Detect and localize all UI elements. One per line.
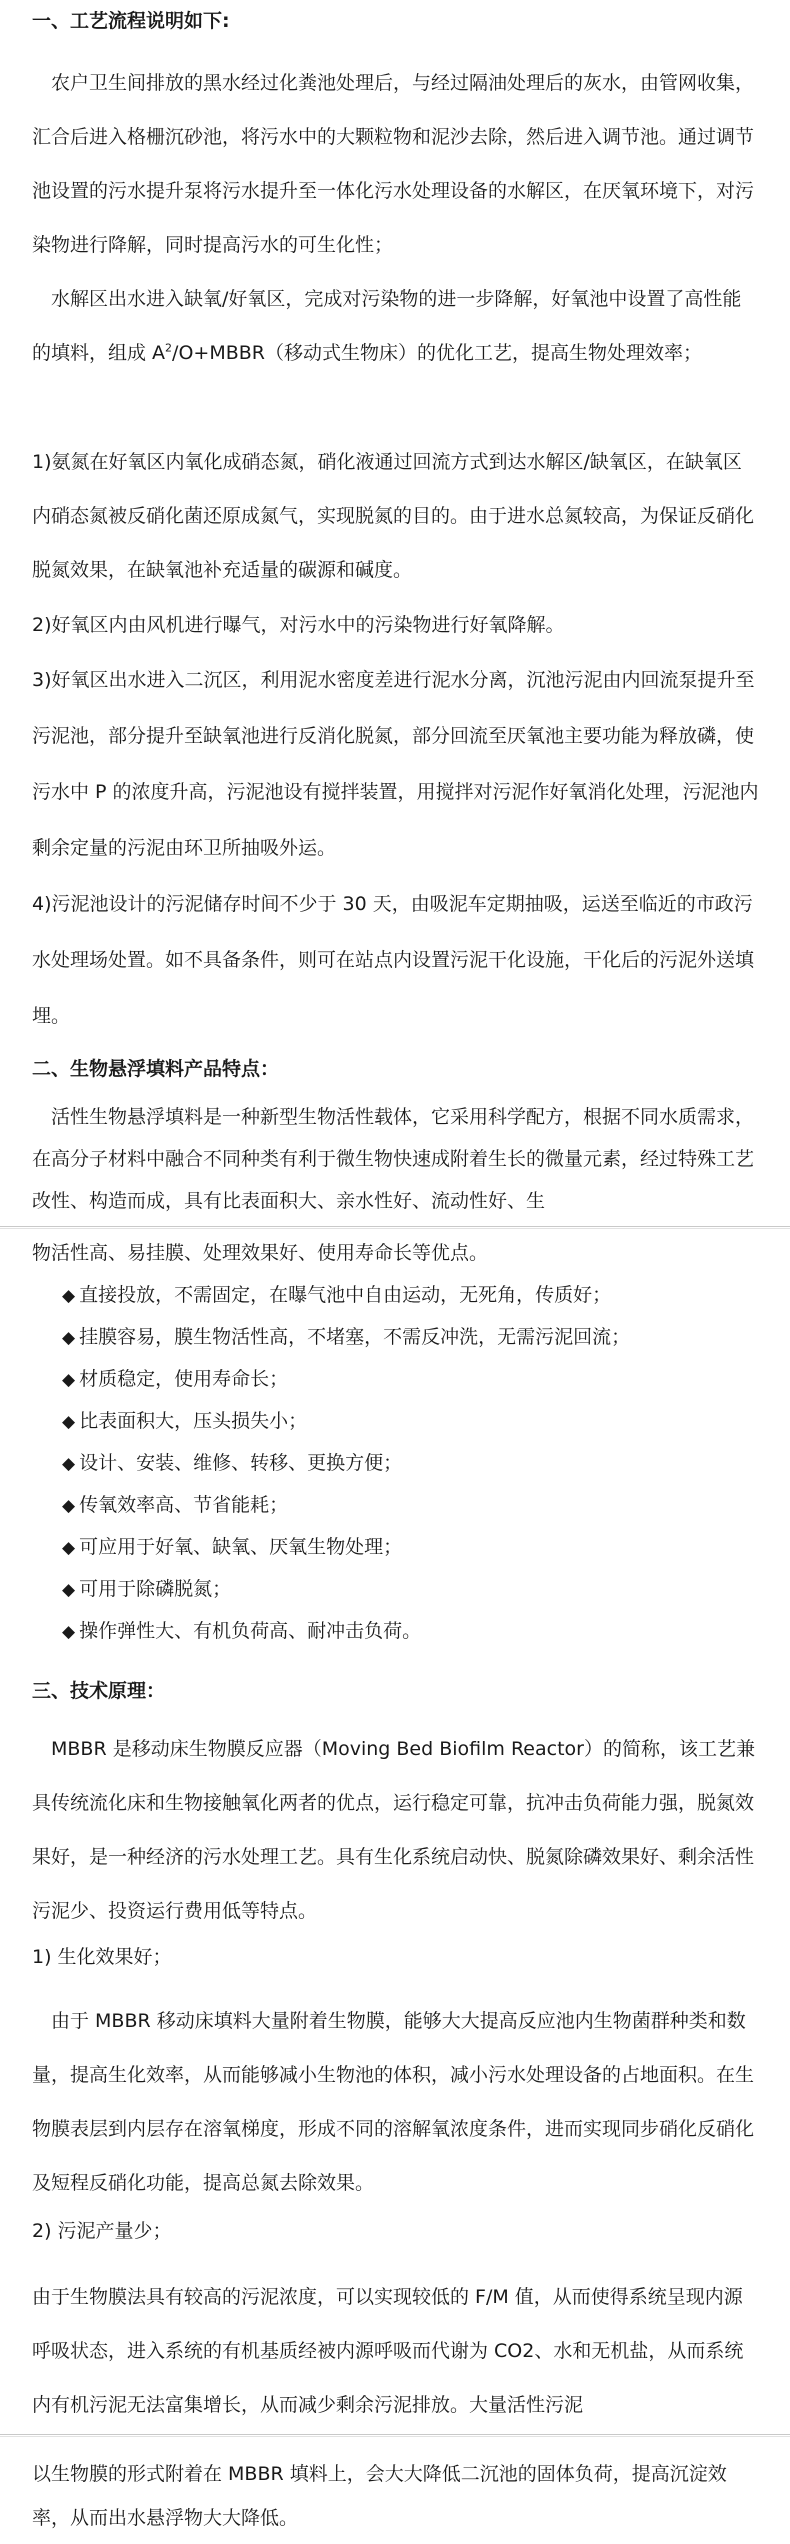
bullet-text: 设计、安装、维修、转移、更换方便； (79, 1452, 403, 1474)
feature-bullet-5 (62, 1448, 402, 1479)
diamond-bullet-icon: ◆ (62, 1328, 76, 1348)
page-break-divider (0, 1226, 790, 1229)
page-break-divider (0, 2434, 790, 2437)
feature-bullet-2 (62, 1322, 630, 1353)
paragraph-text: 水解区出水进入缺氧/好氧区，完成对污染物的进一步降解，好氧池中设置了高性能的填料，组成 A (32, 288, 742, 364)
section1-title: 一、工艺流程说明如下: (32, 10, 230, 32)
bullet-text: 材质稳定，使用寿命长； (79, 1368, 289, 1390)
section1-item-3: 3)好氧区出水进入二沉区，利用泥水密度差进行泥水分离，沉池污泥由内回流泵提升至污泥池，部分提升至缺氧池进行反消化脱氮，部分回流至厌氧池主要功能为释放磷，使污水中 P 的浓度升高，污泥池设有搅拌装置，用搅拌对污泥作好氧消化处理，污泥池内剩余定量的污泥由环卫所抽吸外运。 (32, 669, 759, 859)
bullet-text: 操作弹性大、有机负荷高、耐冲击负荷。 (79, 1620, 422, 1642)
bullet-text: 可用于除磷脱氮； (79, 1578, 232, 1600)
diamond-bullet-icon: ◆ (62, 1622, 76, 1642)
feature-bullet-9 (62, 1616, 421, 1647)
section3-paragraph-3: 由于生物膜法具有较高的污泥浓度，可以实现较低的 F/M 值，从而使得系统呈现内源呼吸状态，进入系统的有机基质经被内源呼吸而代谢为 CO2、水和无机盐，从而系统内有机污泥无法富集增长，从而减少剩余污泥排放。大量活性污泥 (32, 2286, 744, 2416)
diamond-bullet-icon: ◆ (62, 1580, 76, 1600)
paragraph-text: /O+MBBR（移动式生物床）的优化工艺，提高生物处理效率； (172, 342, 702, 364)
diamond-bullet-icon: ◆ (62, 1496, 76, 1516)
diamond-bullet-icon: ◆ (62, 1454, 76, 1474)
feature-bullet-3 (62, 1364, 288, 1395)
section3-subheading-1: 1) 生化效果好； (32, 1946, 172, 1968)
diamond-bullet-icon: ◆ (62, 1412, 76, 1432)
section1-paragraph-2 (32, 272, 760, 380)
section1-paragraph-1: 农户卫生间排放的黑水经过化粪池处理后，与经过隔油处理后的灰水，由管网收集，汇合后进入格栅沉砂池，将污水中的大颗粒物和泥沙去除，然后进入调节池。通过调节池设置的污水提升泵将污水提升至一体化污水处理设备的水解区，在厌氧环境下，对污染物进行降解，同时提高污水的可生化性； (32, 72, 755, 256)
feature-bullet-7 (62, 1532, 402, 1563)
section1-item-1: 1)氨氮在好氧区内氧化成硝态氮，硝化液通过回流方式到达水解区/缺氧区，在缺氧区内硝态氮被反硝化菌还原成氮气，实现脱氮的目的。由于进水总氮较高，为保证反硝化脱氮效果，在缺氧池补充适量的碳源和碱度。 (32, 451, 755, 581)
diamond-bullet-icon: ◆ (62, 1370, 76, 1390)
diamond-bullet-icon: ◆ (62, 1286, 76, 1306)
section2-title: 二、生物悬浮填料产品特点： (32, 1058, 280, 1080)
feature-bullet-1 (62, 1280, 611, 1311)
section3-paragraph-2: 由于 MBBR 移动床填料大量附着生物膜，能够大大提高反应池内生物菌群种类和数量，提高生化效率，从而能够减小生物池的体积，减小污水处理设备的占地面积。在生物膜表层到内层存在溶氧梯度，形成不同的溶解氧浓度条件，进而实现同步硝化反硝化及短程反硝化功能，提高总氮去除效果。 (32, 2010, 755, 2194)
bullet-text: 挂膜容易，膜生物活性高，不堵塞，不需反冲洗，无需污泥回流； (79, 1326, 631, 1348)
section2-paragraph-1: 活性生物悬浮填料是一种新型生物活性载体，它采用科学配方，根据不同水质需求，在高分子材料中融合不同种类有利于微生物快速成附着生长的微量元素，经过特殊工艺改性、构造而成，具有比表面积大、亲水性好、流动性好、生 (32, 1106, 755, 1212)
section3-subheading-2: 2) 污泥产量少； (32, 2220, 172, 2242)
bullet-text: 直接投放，不需固定，在曝气池中自由运动，无死角，传质好； (79, 1284, 612, 1306)
superscript: 2 (165, 341, 173, 355)
section2-paragraph-1-continued: 物活性高、易挂膜、处理效果好、使用寿命长等优点。 (32, 1242, 489, 1264)
section1-item-4: 4)污泥池设计的污泥储存时间不少于 30 天，由吸泥车定期抽吸，运送至临近的市政污水处理场处置。如不具备条件，则可在站点内设置污泥干化设施，干化后的污泥外送填埋。 (32, 893, 755, 1027)
section3-paragraph-1: MBBR 是移动床生物膜反应器（Moving Bed Biofilm Reactor）的简称，该工艺兼具传统流化床和生物接触氧化两者的优点，运行稳定可靠，抗冲击负荷能力强，脱氮效果好，是一种经济的污水处理工艺。具有生化系统启动快、脱氮除磷效果好、剩余活性污泥少、投资运行费用低等特点。 (32, 1738, 755, 1922)
feature-bullet-8 (62, 1574, 231, 1605)
section3-paragraph-3-continued: 以生物膜的形式附着在 MBBR 填料上，会大大降低二沉池的固体负荷，提高沉淀效率，从而出水悬浮物大大降低。 (32, 2463, 727, 2529)
feature-bullet-6 (62, 1490, 288, 1521)
bullet-text: 比表面积大，压头损失小； (79, 1410, 308, 1432)
feature-bullet-4 (62, 1406, 307, 1437)
bullet-text: 可应用于好氧、缺氧、厌氧生物处理； (79, 1536, 403, 1558)
diamond-bullet-icon: ◆ (62, 1538, 76, 1558)
bullet-text: 传氧效率高、节省能耗； (79, 1494, 289, 1516)
section1-item-2: 2)好氧区内由风机进行曝气，对污水中的污染物进行好氧降解。 (32, 614, 565, 636)
section3-title: 三、技术原理： (32, 1680, 166, 1702)
